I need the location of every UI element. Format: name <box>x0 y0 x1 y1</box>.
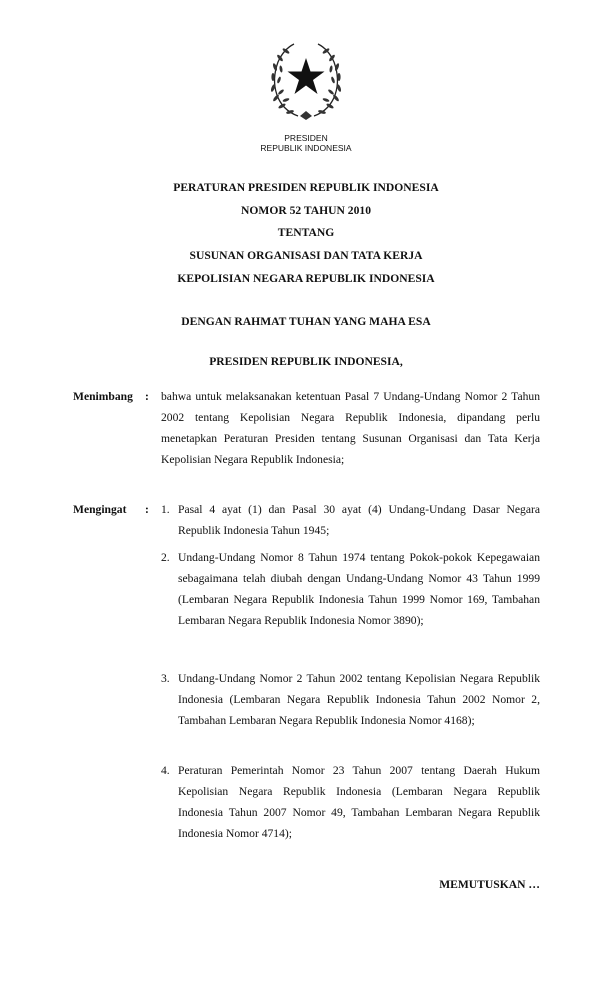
continuation-marker: MEMUTUSKAN … <box>439 878 540 891</box>
authority-line: PRESIDEN REPUBLIK INDONESIA, <box>209 355 403 368</box>
mengingat-item <box>161 547 540 631</box>
regulation-number: NOMOR 52 TAHUN 2010 <box>241 204 371 217</box>
mengingat-item <box>161 499 540 541</box>
regulation-subject-line2: KEPOLISIAN NEGARA REPUBLIK INDONESIA <box>177 272 435 285</box>
item-text: Pasal 4 ayat (1) dan Pasal 30 ayat (4) Undang-Undang Dasar Negara Republik Indonesia Tahun 1945; <box>178 503 540 537</box>
menimbang-text: bahwa untuk melaksanakan ketentuan Pasal 7 Undang-Undang Nomor 2 Tahun 2002 tentang Kepolisian Negara Republik Indonesia, dipandang perlu menetapkan Peraturan Presiden tentang Susunan Organisasi dan Tata Kerja Kepolisian Negara Republik Indonesia; <box>161 390 540 466</box>
item-number: 3. <box>161 672 170 685</box>
item-text: Peraturan Pemerintah Nomor 23 Tahun 2007 tentang Daerah Hukum Kepolisian Negara Republik Indonesia (Lembaran Negara Republik Indonesia Tahun 2007 Nomor 49, Tambahan Lembaran Negara Republik Indonesia Nomor 4714); <box>178 764 540 840</box>
blessing-line: DENGAN RAHMAT TUHAN YANG MAHA ESA <box>181 315 431 328</box>
regulation-about: TENTANG <box>277 226 335 239</box>
menimbang-label: Menimbang <box>73 390 133 403</box>
seal-caption-line2: REPUBLIK INDONESIA <box>260 143 352 153</box>
item-number: 4. <box>161 764 170 777</box>
item-number: 1. <box>161 503 170 516</box>
regulation-title: PERATURAN PRESIDEN REPUBLIK INDONESIA <box>173 181 439 194</box>
mengingat-item <box>161 760 540 844</box>
mengingat-item <box>161 668 540 731</box>
menimbang-colon: : <box>145 390 149 403</box>
regulation-subject-line1: SUSUNAN ORGANISASI DAN TATA KERJA <box>189 249 423 262</box>
item-text: Undang-Undang Nomor 8 Tahun 1974 tentang Pokok-pokok Kepegawaian sebagaimana telah diubah dengan Undang-Undang Nomor 43 Tahun 1999 (Lembaran Negara Republik Indonesia Tahun 1999 Nomor 169, Tambahan Lembaran Negara Republik Indonesia Nomor 3890); <box>178 551 540 627</box>
item-text: Undang-Undang Nomor 2 Tahun 2002 tentang Kepolisian Negara Republik Indonesia (Lembaran Negara Republik Indonesia Tahun 2002 Nomor 2, Tambahan Lembaran Negara Republik Indonesia Nomor 4168); <box>178 672 540 727</box>
seal-caption <box>200 133 412 153</box>
item-number: 2. <box>161 551 170 564</box>
seal-caption-line1: PRESIDEN <box>284 133 328 143</box>
presidential-seal-icon <box>268 40 344 122</box>
mengingat-label: Mengingat <box>73 503 127 516</box>
mengingat-colon: : <box>145 503 149 516</box>
